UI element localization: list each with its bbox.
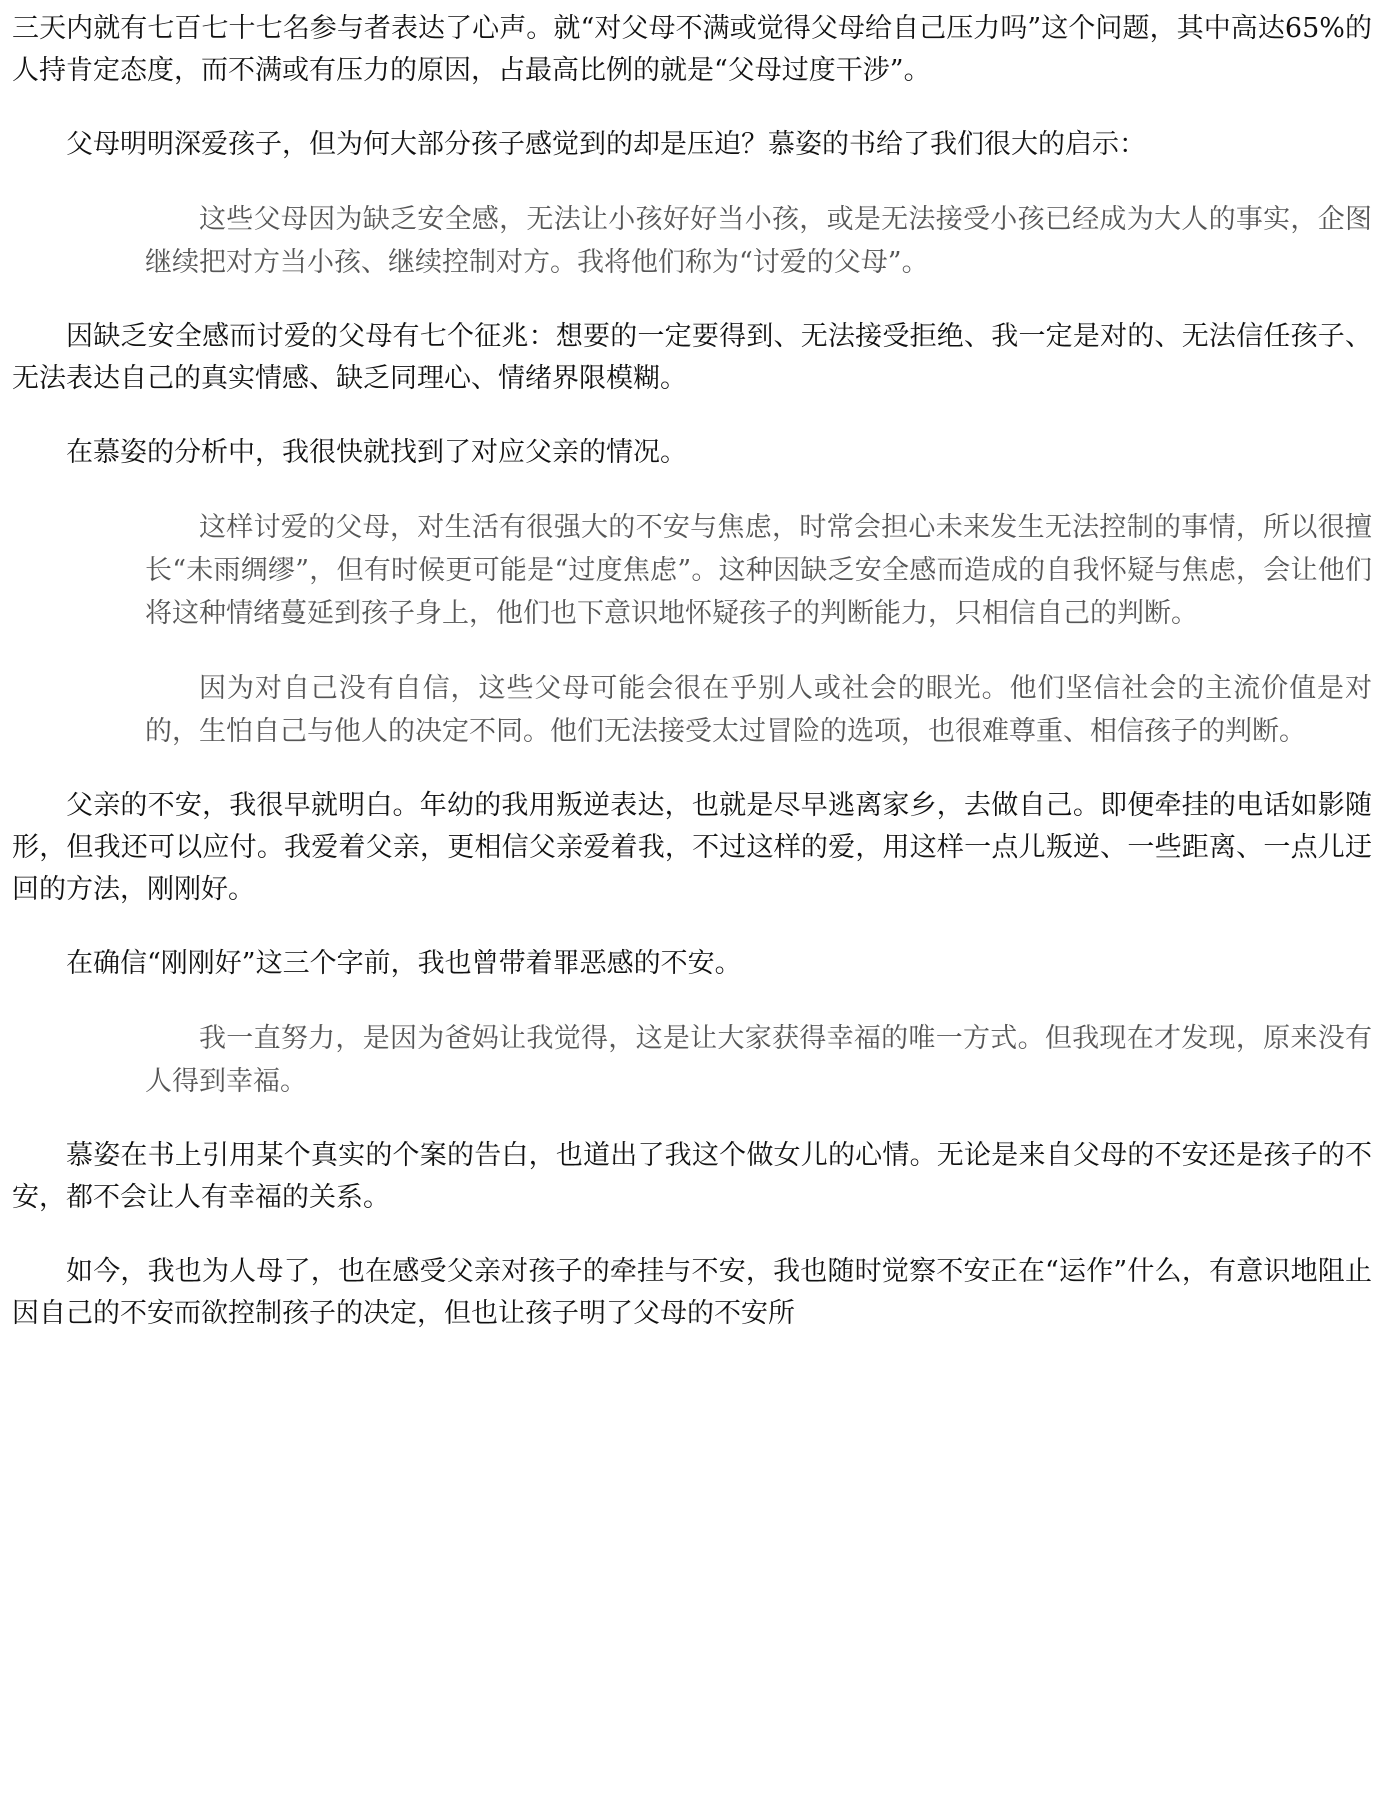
paragraph-just-right: 在确信“刚刚好”这三个字前，我也曾带着罪恶感的不安。 [66, 948, 742, 979]
quote-anxiety: 这样讨爱的父母，对生活有很强大的不安与焦虑，时常会担心未来发生无法控制的事情，所以很擅长“未雨绸缪”，但有时候更可能是“过度焦虑”。这种因缺乏安全感而造成的自我怀疑与焦虑，会让他们将这种情绪蔓延到孩子身上，他们也下意识地怀疑孩子的判断能力，只相信自己的判断。 [145, 512, 1372, 629]
paragraph-question: 父母明明深爱孩子，但为何大部分孩子感觉到的却是压迫？慕姿的书给了我们很大的启示： [66, 129, 1146, 160]
paragraph-now-a-mother: 如今，我也为人母了，也在感受父亲对孩子的牵挂与不安，我也随时觉察不安正在“运作”什么，有意识地阻止因自己的不安而欲控制孩子的决定，但也让孩子明了父母的不安所 [12, 1256, 1372, 1329]
quote-insecure-parents: 这些父母因为缺乏安全感，无法让小孩好好当小孩，或是无法接受小孩已经成为大人的事实，企图继续把对方当小孩、继续控制对方。我将他们称为“讨爱的父母”。 [145, 204, 1372, 278]
quote-self-confidence: 因为对自己没有自信，这些父母可能会很在乎别人或社会的眼光。他们坚信社会的主流价值是对的，生怕自己与他人的决定不同。他们无法接受太过冒险的选项，也很难尊重、相信孩子的判断。 [145, 673, 1372, 747]
paragraph-seven-signs: 因缺乏安全感而讨爱的父母有七个征兆：想要的一定要得到、无法接受拒绝、我一定是对的、无法信任孩子、无法表达自己的真实情感、缺乏同理心、情绪界限模糊。 [12, 321, 1372, 394]
paragraph-father-analysis: 在慕姿的分析中，我很快就找到了对应父亲的情况。 [66, 437, 687, 468]
quote-happiness: 我一直努力，是因为爸妈让我觉得，这是让大家获得幸福的唯一方式。但我现在才发现，原来没有人得到幸福。 [145, 1023, 1372, 1097]
paragraph-survey-result: 三天内就有七百七十七名参与者表达了心声。就“对父母不满或觉得父母给自己压力吗”这个问题，其中高达65%的人持肯定态度，而不满或有压力的原因，占最高比例的就是“父母过度干涉”。 [12, 13, 1372, 86]
paragraph-father-insecurity: 父亲的不安，我很早就明白。年幼的我用叛逆表达，也就是尽早逃离家乡，去做自己。即便牵挂的电话如影随形，但我还可以应付。我爱着父亲，更相信父亲爱着我，不过这样的爱，用这样一点儿叛逆、一些距离、一点儿迂回的方法，刚刚好。 [12, 790, 1372, 905]
document-page [12, 8, 1372, 1367]
paragraph-case-confession: 慕姿在书上引用某个真实的个案的告白，也道出了我这个做女儿的心情。无论是来自父母的不安还是孩子的不安，都不会让人有幸福的关系。 [12, 1140, 1372, 1213]
